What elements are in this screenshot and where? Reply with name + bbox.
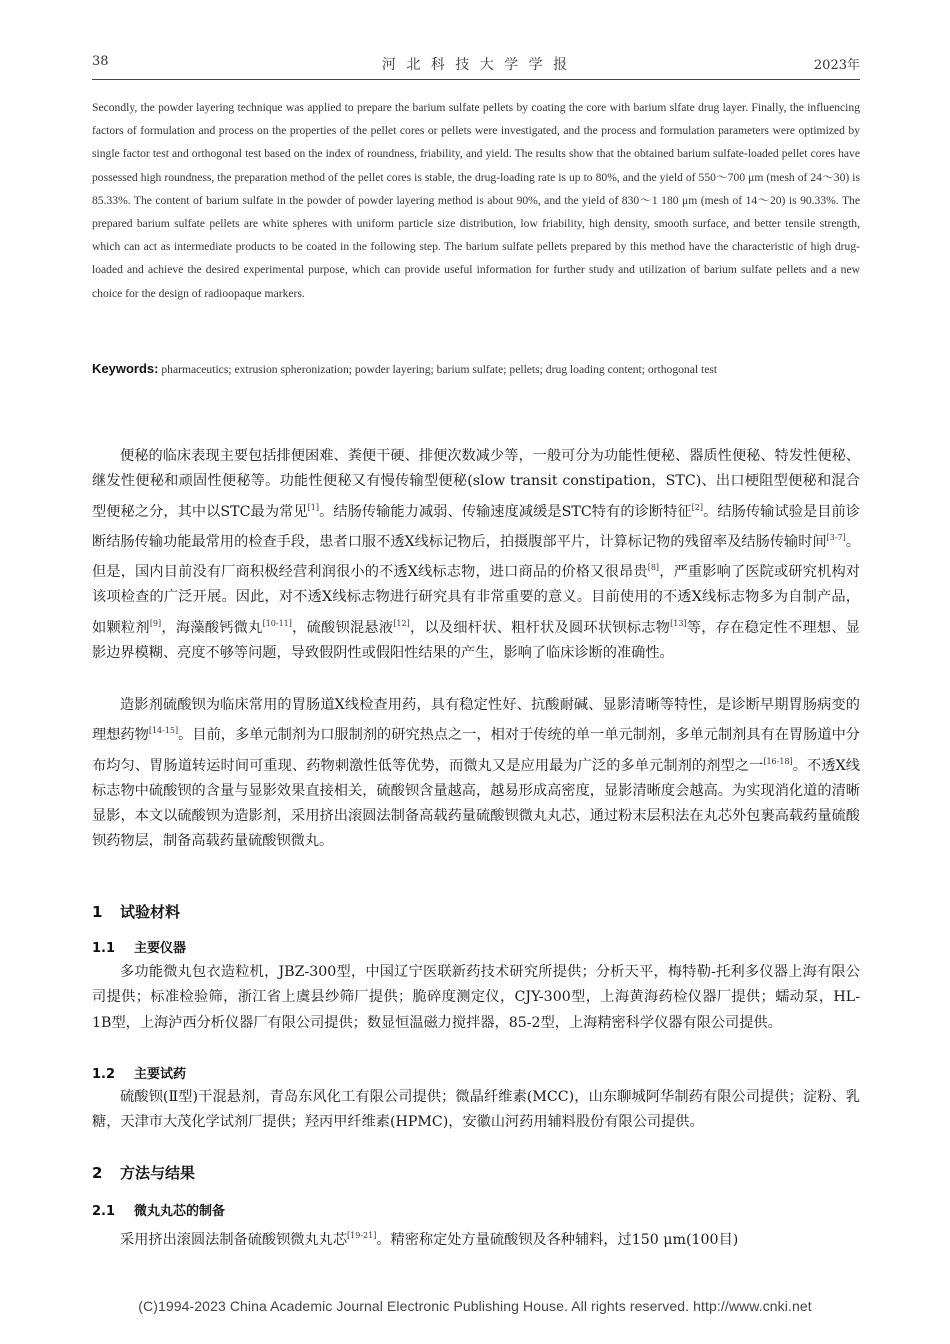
subsection-number: 1.2: [92, 1067, 116, 1082]
body-text: 。精密称定处方量硫酸钡及各种辅料，过150 μm(100目): [376, 1232, 739, 1248]
body-text: 。结肠传输能力减弱、传输速度减缓是STC特有的诊断特征: [318, 503, 692, 520]
intro-paragraph-2: [92, 693, 860, 855]
body-text: 便秘的临床表现主要包括排便困难、粪便干硬、排便次数减少等，一般可分为功能性便秘、器质性便秘、特发性便秘、继发性便秘和顽固性便秘等。功能性便秘又有慢传输型便秘(slow transit constipation，STC)、出口梗阻型便秘和混合型便秘之分，其中以STC最为常见: [92, 448, 860, 520]
subsection-heading-2-1: [92, 1200, 225, 1219]
citation: [16-18]: [763, 756, 793, 766]
body-text: 。但是，国内目前没有厂商积极经营利润很小的不透X线标志物，进口商品的价格又很昂贵: [92, 533, 860, 581]
section-number: 1: [92, 903, 103, 921]
keywords-label: Keywords:: [92, 361, 159, 376]
body-text: ，严重影响了医院或研究机构对该项检查的广泛开展。因此，对不透X线标志物进行研究具有非常重要的意义。目前使用的不透X线标志物多为自制产品，如颗粒剂: [92, 564, 860, 636]
publication-year: 2023年: [813, 58, 860, 73]
citation: [2]: [691, 502, 704, 512]
header-rule: [92, 79, 860, 80]
body-text: 。目前，多单元制剂为口服制剂的研究热点之一，相对于传统的单一单元制剂，多单元制剂具有在胃肠道中分布均匀、胃肠道转运时间可重现、药物刺激性低等优势，而微丸又是应用最为广泛的多单元制剂的剂型之一: [92, 727, 860, 774]
subsection-number: 1.1: [92, 941, 116, 956]
citation: [19-21]: [347, 1231, 377, 1240]
english-abstract: [92, 96, 860, 305]
journal-title: 河 北 科 技 大 学 学 报: [381, 57, 571, 73]
section-number: 2: [92, 1164, 103, 1182]
citation: [1]: [307, 502, 319, 512]
reagents-paragraph: [92, 1085, 860, 1136]
section-title: 试验材料: [120, 903, 181, 921]
keywords: [92, 357, 860, 381]
instruments-paragraph: [92, 960, 860, 1036]
body-text: 采用挤出滚圆法制备硫酸钡微丸丸芯: [120, 1232, 348, 1248]
body-text: ，以及细杆状、粗杆状及圆环状钡标志物: [409, 619, 671, 636]
body-text: 等，存在稳定性不理想、显影边界模糊、亮度不够等问题，导致假阴性或假阳性结果的产生，影响了临床诊断的准确性。: [92, 619, 860, 662]
subsection-title: 主要仪器: [134, 941, 187, 956]
abstract-text: Secondly, the powder layering technique was applied to prepare the barium sulfate pellets by coating the core with barium slfate drug layer. Finally, the influencing factors of formulation and process on the properties of the pellet cores or pellets were investigated, and the process and formulation parameters were optimized by single factor test and orthogonal test based on the index of roundness, friability, and yield. The results show that the obtained barium sulfate-loaded pellet cores have possessed high roundness, the preparation method of the pellet cores is stable, the drug-loading rate is up to 80%, and the yield of 550～700 μm (mesh of 24～30) is 85.33%. The content of barium sulfate in the powder of powder layering method is about 90%, and the yield of 830～1 180 μm (mesh of 14～20) is 90.33%. The prepared barium sulfate pellets are white spheres with uniform particle size distribution, low friability, high density, smooth surface, and better tensile strength, which can act as intermediate products to be coated in the following step. The barium sulfate pellets prepared by this method have the characteristic of high drug-loaded and achieve the desired experimental purpose, which can provide useful information for further study and utilization of barium sulfate pellets and a new choice for the design of radioopaque markers.: [92, 101, 860, 300]
subsection-heading-1-2: [92, 1063, 186, 1082]
body-text: 硫酸钡(Ⅱ型)干混悬剂，青岛东风化工有限公司提供；微晶纤维素(MCC)，山东聊城阿华制药有限公司提供；淀粉、乳糖，天津市大茂化学试剂厂提供；羟丙甲纤维素(HPMC)，安徽山河药用辅料股份有限公司提供。: [92, 1089, 860, 1131]
page-number: 38: [92, 54, 109, 69]
body-text: 多功能微丸包衣造粒机，JBZ-300型，中国辽宁医联新药技术研究所提供；分析天平，梅特勒-托利多仪器上海有限公司提供；标准检验筛，浙江省上虞县纱筛厂提供；脆碎度测定仪，CJY-300型，上海黄海药检仪器厂提供；蠕动泵，HL-1B型，上海泸西分析仪器厂有限公司提供；数显恒温磁力搅拌器，85-2型，上海精密科学仪器有限公司提供。: [92, 964, 860, 1031]
citation: [12]: [393, 618, 410, 628]
citation: [14-15]: [148, 726, 179, 736]
subsection-title: 主要试药: [134, 1067, 187, 1082]
subsection-title: 微丸丸芯的制备: [134, 1204, 226, 1219]
running-header: [92, 54, 860, 78]
citation: [3-7]: [826, 532, 846, 542]
intro-paragraph-1: [92, 444, 860, 666]
body-text: ，海藻酸钙微丸: [161, 619, 263, 636]
section-title: 方法与结果: [120, 1164, 196, 1182]
pellet-core-paragraph: [92, 1223, 860, 1253]
copyright-footer: (C)1994-2023 China Academic Journal Electronic Publishing House. All rights reserved. http://www.cnki.net: [138, 1298, 812, 1314]
keywords-text: pharmaceutics; extrusion spheronization; powder layering; barium sulfate; pellets; drug loading content; orthogonal test: [161, 363, 718, 376]
body-text: 。结肠传输试验是目前诊断结肠传输功能最常用的检查手段，患者口服不透X线标记物后，拍摄腹部平片，计算标记物的残留率及结肠传输时间: [92, 503, 860, 550]
body-text: 。不透X线标志物中硫酸钡的含量与显影效果直接相关，硫酸钡含量越高，越易形成高密度，显影清晰度会越高。为实现消化道的清晰显影，本文以硫酸钡为造影剂，采用挤出滚圆法制备高载药量硫酸钡微丸丸芯，通过粉末层积法在丸芯外包裹高载药量硫酸钡药物层，制备高载药量硫酸钡微丸。: [92, 757, 860, 850]
citation: [8]: [647, 563, 660, 573]
section-heading-2: [92, 1162, 195, 1183]
citation: [9]: [149, 618, 162, 628]
body-text: ，硫酸钡混悬液: [291, 619, 394, 636]
body-text: 造影剂硫酸钡为临床常用的胃肠道X线检查用药，具有稳定性好、抗酸耐碱、显影清晰等特性，是诊断早期胃肠病变的理想药物: [92, 697, 860, 744]
citation: [10-11]: [262, 618, 292, 628]
section-heading-1: [92, 901, 180, 922]
citation: [13]: [670, 618, 687, 628]
subsection-number: 2.1: [92, 1204, 116, 1219]
subsection-heading-1-1: [92, 937, 186, 956]
